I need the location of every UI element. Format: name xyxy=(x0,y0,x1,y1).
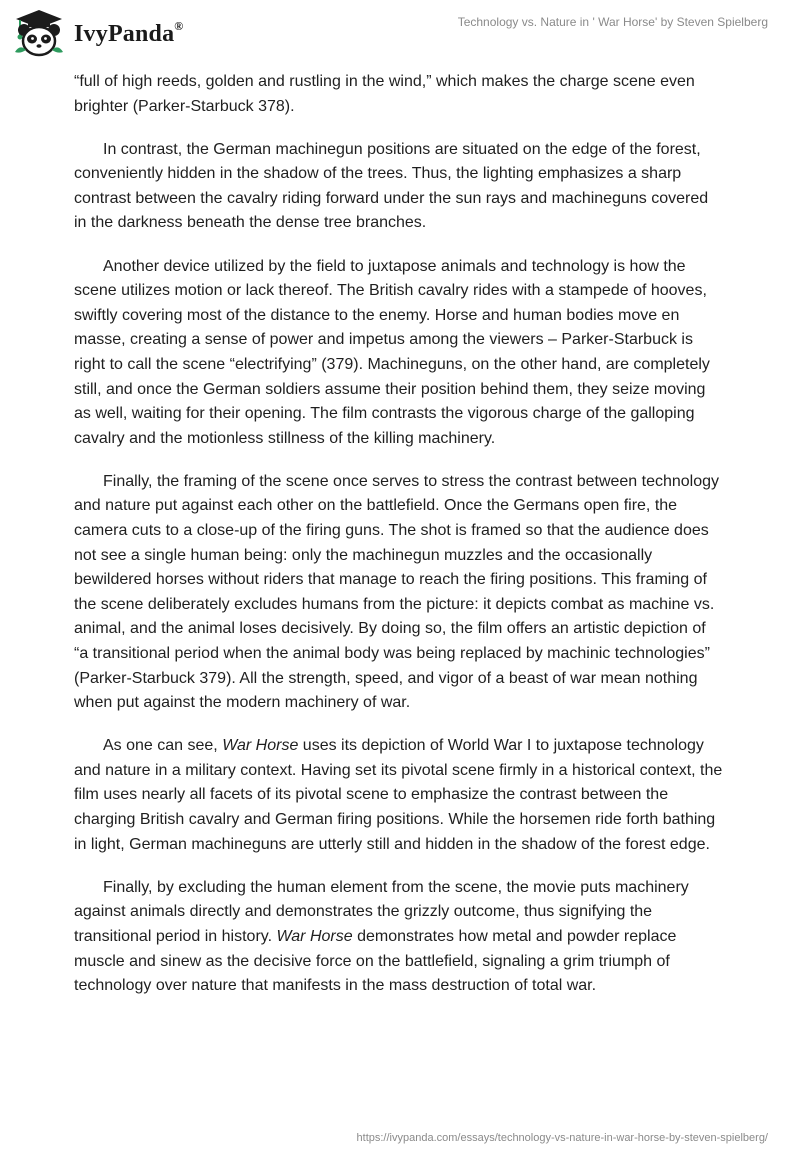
film-title: War Horse xyxy=(222,737,299,755)
paragraph-1: “full of high reeds, golden and rustling in the wind,” which makes the charge scene even brighter (Parker-Starbuck 378). xyxy=(74,73,695,115)
ivypanda-logo[interactable] xyxy=(12,8,183,60)
paragraph-4: Finally, the framing of the scene once serves to stress the contrast between technology and nature put against each other on the battlefield. Once the Germans open fire, the camera cuts to a close-up of the firing guns. The shot is framed so that the audience does not see a single human being: only the machinegun muzzles and the occasionally bewildered horses without riders that manage to reach the firing positions. This framing of the scene deliberately excludes humans from the picture: it depicts combat as machine vs. animal, and the animal loses decisively. By doing so, the film offers an artistic depiction of “a transitional period when the animal body was being replaced by machinic technologies” (Parker-Starbuck 379). All the strength, speed, and vigor of a beast of war mean nothing when put against the modern machinery of war. xyxy=(74,472,720,712)
document-title: Technology vs. Nature in ' War Horse' by Steven Spielberg xyxy=(457,15,768,29)
essay-body xyxy=(74,70,724,1017)
panda-graduation-cap-icon xyxy=(12,8,66,60)
film-title: War Horse xyxy=(276,927,353,945)
page-header xyxy=(0,0,800,70)
paragraph-3: Another device utilized by the field to juxtapose animals and technology is how the scene utilizes motion or lack thereof. The British cavalry rides with a stampede of hooves, swiftly covering most of the distance to the enemy. Horse and human bodies move en masse, creating a sense of power and impetus among the viewers – Parker-Starbuck is right to call the scene “electrifying” (379). Machineguns, on the other hand, are completely still, and once the German soldiers assume their position behind them, they seize moving as well, waiting for their opening. The film contrasts the vigorous charge of the galloping cavalry and the motionless stillness of the killing machinery. xyxy=(74,257,710,447)
source-url[interactable]: https://ivypanda.com/essays/technology-vs-nature-in-war-horse-by-steven-spielberg/ xyxy=(356,1132,768,1144)
paragraph-6: Finally, by excluding the human element from the scene, the movie puts machinery against animals directly and demonstrates the grizzly outcome, thus signifying the transitional period in history. War Horse demonstrates how metal and powder replace muscle and sinew as the decisive force on the battlefield, signaling a grim triumph of technology over nature that manifests in the mass destruction of total war. xyxy=(74,878,689,995)
paragraph-5: As one can see, War Horse uses its depiction of World War I to juxtapose technology and nature in a military context. Having set its pivotal scene firmly in a historical context, the film uses nearly all facets of its pivotal scene to emphasize the contrast between the charging British cavalry and German firing positions. While the horsemen ride forth bathing in light, German machineguns are utterly still and hidden in the shadow of the forest edge. xyxy=(74,737,723,853)
paragraph-2: In contrast, the German machinegun positions are situated on the edge of the forest, conveniently hidden in the shadow of the trees. Thus, the lighting emphasizes a sharp contrast between the cavalry riding forward under the sun rays and machineguns covered in the darkness beneath the dense tree branches. xyxy=(74,140,709,232)
brand-name: IvyPanda® xyxy=(74,18,184,47)
